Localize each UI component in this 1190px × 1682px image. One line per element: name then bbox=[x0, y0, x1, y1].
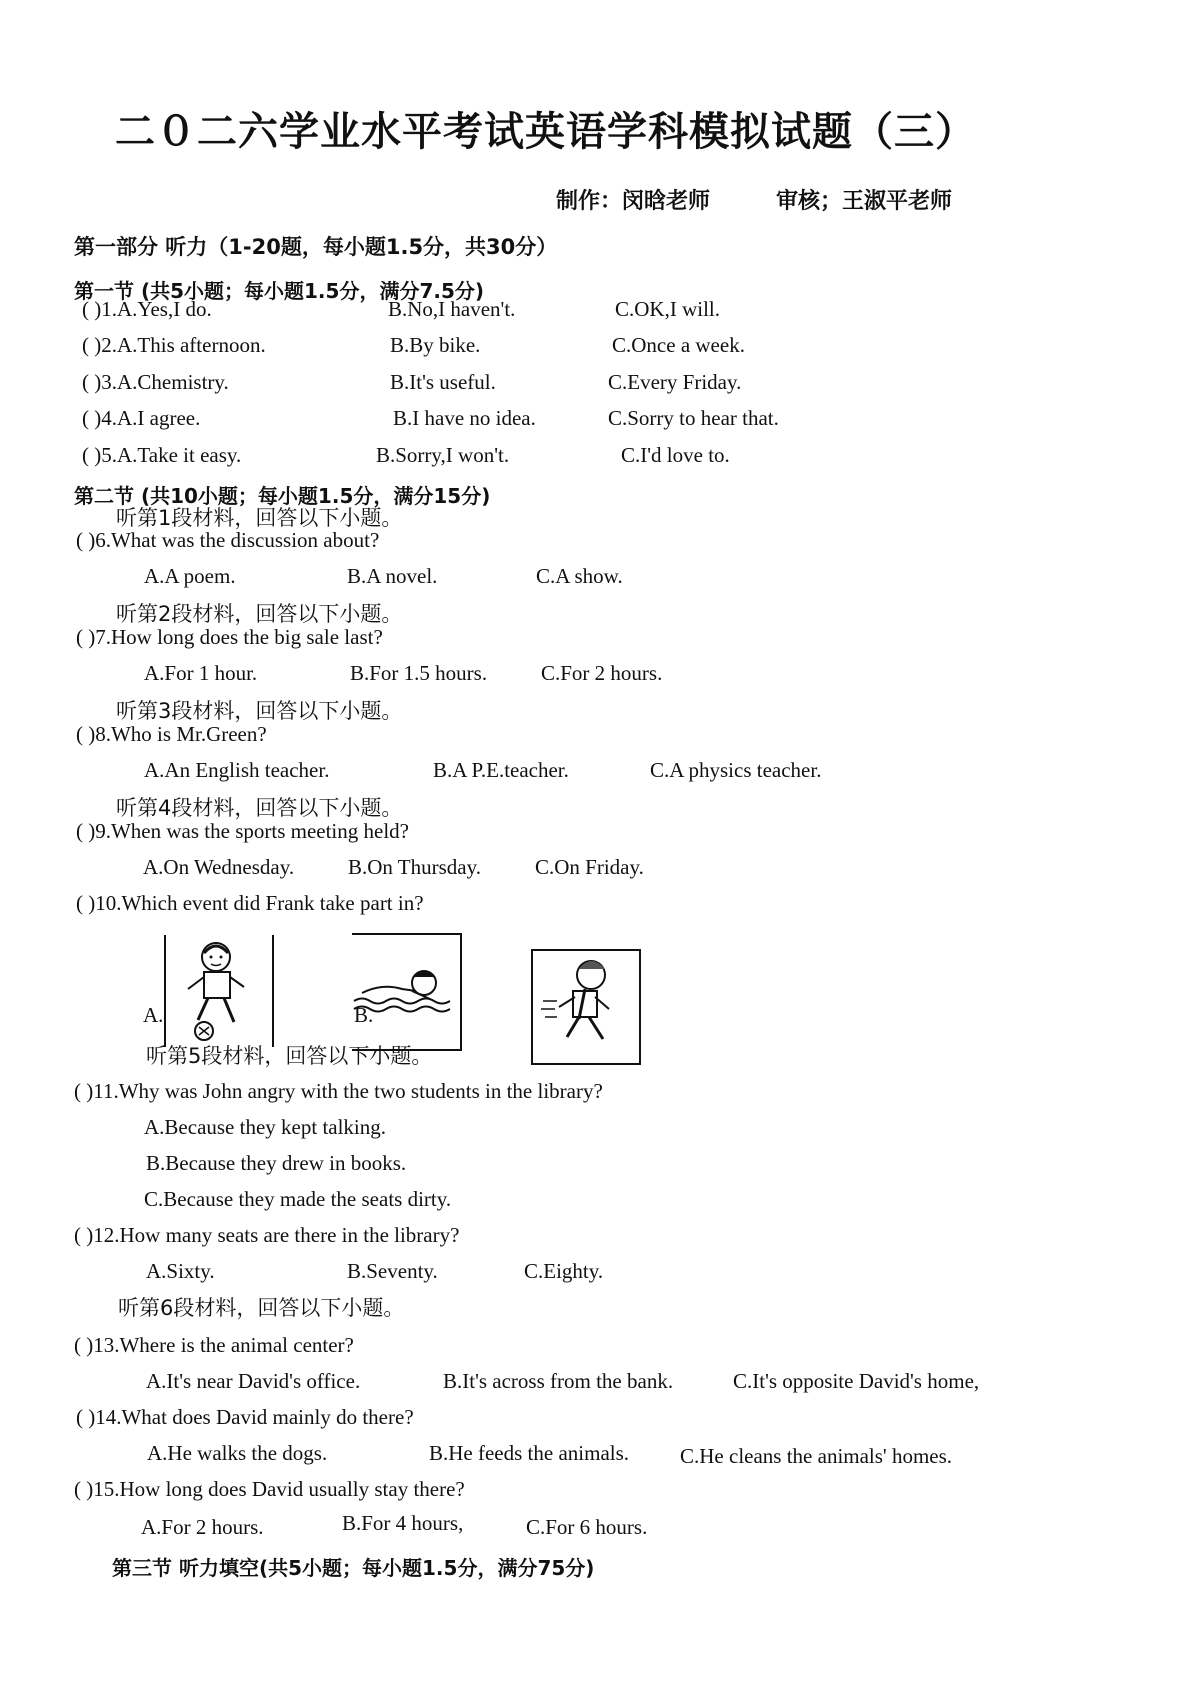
q11-option-a: A.Because they kept talking. bbox=[144, 1115, 387, 1139]
q4-c: C.Sorry to hear that. bbox=[608, 406, 779, 430]
q13-option-c: C.It's opposite David's home, bbox=[733, 1369, 980, 1393]
material3-note: 听第3段材料，回答以下小题。 bbox=[116, 699, 403, 723]
q13-option-b: B.It's across from the bank. bbox=[443, 1369, 674, 1393]
part1-heading: 第一部分 听力（1-20题，每小题1.5分，共30分） bbox=[74, 235, 558, 259]
q7-option-b: B.For 1.5 hours. bbox=[350, 661, 488, 685]
q10-label-b: B. bbox=[354, 1003, 374, 1027]
q11-option-c: C.Because they made the seats dirty. bbox=[144, 1187, 452, 1211]
section3-heading: 第三节 听力填空(共5小题；每小题1.5分，满分75分) bbox=[112, 1556, 595, 1580]
soccer-player-icon bbox=[166, 935, 272, 1047]
runner-icon bbox=[533, 951, 639, 1063]
q4-b: B.I have no idea. bbox=[393, 406, 536, 430]
q7-question: ( )7.How long does the big sale last? bbox=[76, 625, 383, 649]
q13-option-a: A.It's near David's office. bbox=[146, 1369, 361, 1393]
q15-question: ( )15.How long does David usually stay there? bbox=[74, 1477, 465, 1501]
q3-c: C.Every Friday. bbox=[608, 370, 742, 394]
q3-a: ( )3.A.Chemistry. bbox=[82, 370, 229, 394]
q2-b: B.By bike. bbox=[390, 333, 481, 357]
q6-option-b: B.A novel. bbox=[347, 564, 438, 588]
material4-note: 听第4段材料，回答以下小题。 bbox=[116, 796, 403, 820]
q9-option-b: B.On Thursday. bbox=[348, 855, 481, 879]
q6-option-c: C.A show. bbox=[536, 564, 623, 588]
q5-b: B.Sorry,I won't. bbox=[376, 443, 510, 467]
q10-picture-b bbox=[352, 933, 462, 1051]
q15-option-a: A.For 2 hours. bbox=[141, 1515, 264, 1539]
q12-option-a: A.Sixty. bbox=[146, 1259, 215, 1283]
q14-option-b: B.He feeds the animals. bbox=[429, 1441, 630, 1465]
q5-c: C.I'd love to. bbox=[621, 443, 730, 467]
q10-label-a: A. bbox=[143, 1003, 164, 1027]
q8-option-b: B.A P.E.teacher. bbox=[433, 758, 569, 782]
q8-option-c: C.A physics teacher. bbox=[650, 758, 822, 782]
q7-option-a: A.For 1 hour. bbox=[144, 661, 258, 685]
q10-picture-c bbox=[531, 949, 641, 1065]
section1-heading: 第一节 (共5小题；每小题1.5分，满分7.5分) bbox=[74, 279, 485, 303]
material1-note: 听第1段材料，回答以下小题。 bbox=[116, 506, 403, 530]
maker-credit: 制作：闵晗老师 bbox=[556, 189, 711, 214]
q8-question: ( )8.Who is Mr.Green? bbox=[76, 722, 267, 746]
q9-option-c: C.On Friday. bbox=[535, 855, 644, 879]
q9-option-a: A.On Wednesday. bbox=[143, 855, 295, 879]
q2-c: C.Once a week. bbox=[612, 333, 745, 357]
q3-b: B.It's useful. bbox=[390, 370, 496, 394]
q1-c: C.OK,I will. bbox=[615, 297, 720, 321]
section2-heading: 第二节 (共10小题；每小题1.5分，满分15分) bbox=[74, 484, 491, 508]
material5-note: 听第5段材料，回答以下小题。 bbox=[146, 1044, 433, 1068]
exam-title: 二０二六学业水平考试英语学科模拟试题（三） bbox=[115, 109, 976, 155]
material2-note: 听第2段材料，回答以下小题。 bbox=[116, 602, 403, 626]
q10-picture-a bbox=[164, 935, 274, 1047]
material6-note: 听第6段材料，回答以下小题。 bbox=[118, 1296, 405, 1320]
q15-option-c: C.For 6 hours. bbox=[526, 1515, 648, 1539]
q6-question: ( )6.What was the discussion about? bbox=[76, 528, 380, 552]
q14-option-a: A.He walks the dogs. bbox=[147, 1441, 328, 1465]
q12-option-c: C.Eighty. bbox=[524, 1259, 604, 1283]
q14-question: ( )14.What does David mainly do there? bbox=[76, 1405, 414, 1429]
q10-question: ( )10.Which event did Frank take part in? bbox=[76, 891, 424, 915]
q12-question: ( )12.How many seats are there in the library? bbox=[74, 1223, 460, 1247]
q4-a: ( )4.A.I agree. bbox=[82, 406, 201, 430]
reviewer-credit: 审核；王淑平老师 bbox=[776, 189, 953, 214]
q12-option-b: B.Seventy. bbox=[347, 1259, 438, 1283]
q11-question: ( )11.Why was John angry with the two students in the library? bbox=[74, 1079, 603, 1103]
q11-option-b: B.Because they drew in books. bbox=[146, 1151, 407, 1175]
q15-option-b: B.For 4 hours, bbox=[342, 1511, 464, 1535]
q5-a: ( )5.A.Take it easy. bbox=[82, 443, 242, 467]
q1-b: B.No,I haven't. bbox=[388, 297, 516, 321]
q2-a: ( )2.A.This afternoon. bbox=[82, 333, 266, 357]
q1-a: ( )1.A.Yes,I do. bbox=[82, 297, 212, 321]
q6-option-a: A.A poem. bbox=[144, 564, 236, 588]
swimmer-icon bbox=[352, 935, 460, 1049]
q8-option-a: A.An English teacher. bbox=[144, 758, 330, 782]
q14-option-c: C.He cleans the animals' homes. bbox=[680, 1444, 953, 1468]
q7-option-c: C.For 2 hours. bbox=[541, 661, 663, 685]
q13-question: ( )13.Where is the animal center? bbox=[74, 1333, 354, 1357]
q9-question: ( )9.When was the sports meeting held? bbox=[76, 819, 409, 843]
